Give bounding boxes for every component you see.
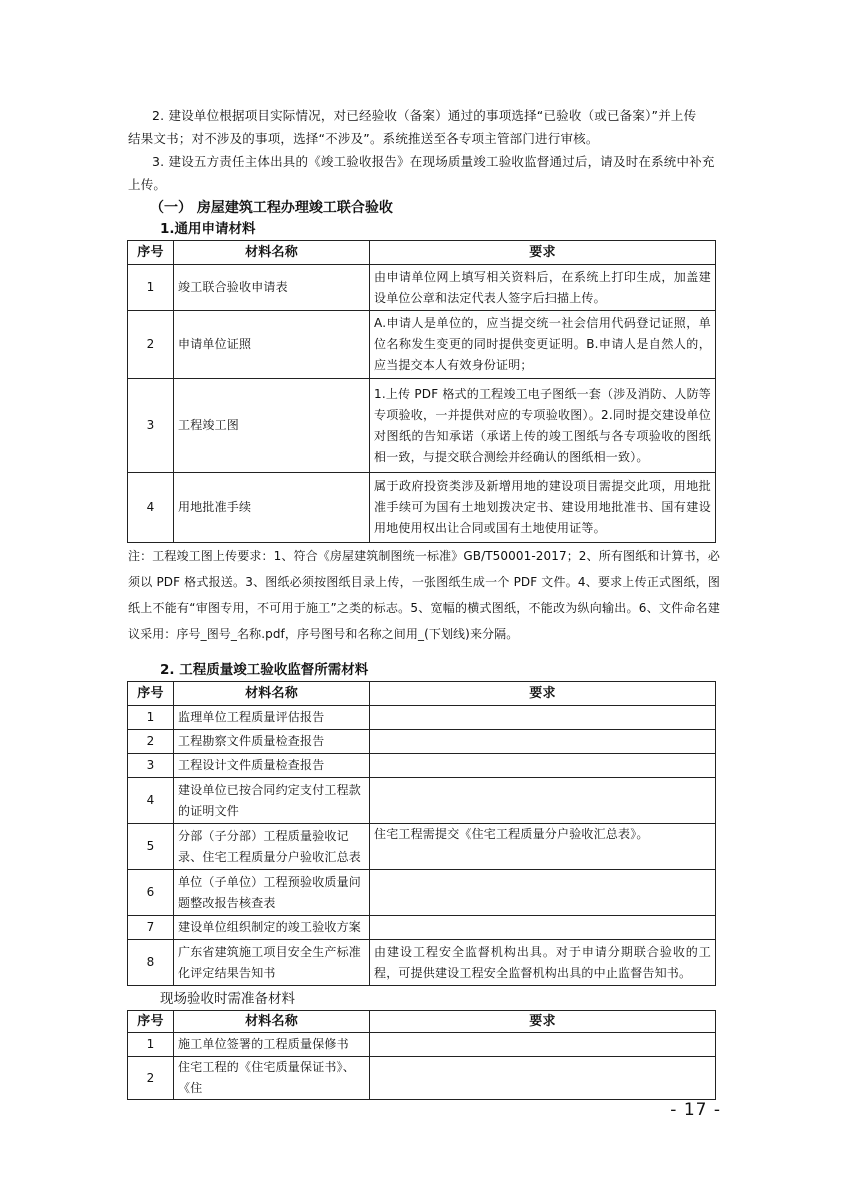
onsite-materials-table bbox=[127, 1010, 716, 1100]
row-name: 工程勘察文件质量检查报告 bbox=[174, 730, 370, 754]
row-no: 3 bbox=[128, 379, 174, 473]
row-name: 单位（子单位）工程预验收质量问题整改报告核查表 bbox=[174, 870, 370, 916]
row-name: 住宅工程的《住宅质量保证书》、《住 bbox=[174, 1057, 370, 1100]
row-req: 由建设工程安全监督机构出具。对于申请分期联合验收的工程，可提供建设工程安全监督机构出具的中止监督告知书。 bbox=[370, 940, 716, 986]
intro-p2-line2: 结果文书；对不涉及的事项，选择“不涉及”。系统推送至各专项主管部门进行审核。 bbox=[128, 131, 599, 146]
row-req bbox=[370, 916, 716, 940]
row-no: 2 bbox=[128, 730, 174, 754]
header-no: 序号 bbox=[128, 241, 174, 265]
row-req: 1.上传 PDF 格式的工程竣工电子图纸一套（涉及消防、人防等专项验收，一并提供对应的专项验收图）。2.同时提交建设单位对图纸的告知承诺（承诺上传的竣工图纸与各专项验收的图纸相一致，与提交联合测绘并经确认的图纸相一致）。 bbox=[370, 379, 716, 473]
table-header-row bbox=[128, 1011, 716, 1033]
row-no: 4 bbox=[128, 473, 174, 543]
table-row bbox=[128, 754, 716, 778]
header-name: 材料名称 bbox=[174, 241, 370, 265]
row-name: 工程设计文件质量检查报告 bbox=[174, 754, 370, 778]
row-req bbox=[370, 730, 716, 754]
general-materials-table bbox=[127, 240, 716, 543]
row-name: 建设单位已按合同约定支付工程款的证明文件 bbox=[174, 778, 370, 824]
section-heading: （一） 房屋建筑工程办理竣工联合验收 bbox=[150, 200, 393, 216]
row-req bbox=[370, 778, 716, 824]
intro-p2-line1: 2. 建设单位根据项目实际情况，对已经验收（备案）通过的事项选择“已验收（或已备案）”并上传 bbox=[152, 108, 697, 123]
table-row bbox=[128, 473, 716, 543]
header-req: 要求 bbox=[370, 241, 716, 265]
quality-supervision-table bbox=[127, 681, 716, 986]
intro-paragraph-2 bbox=[128, 104, 718, 150]
header-name: 材料名称 bbox=[174, 682, 370, 706]
table-row bbox=[128, 940, 716, 986]
row-no: 3 bbox=[128, 754, 174, 778]
table-row bbox=[128, 1057, 716, 1100]
table2-title: 2. 工程质量竣工验收监督所需材料 bbox=[160, 662, 369, 678]
row-req: 由申请单位网上填写相关资料后，在系统上打印生成，加盖建设单位公章和法定代表人签字后扫描上传。 bbox=[370, 265, 716, 311]
table-row bbox=[128, 730, 716, 754]
row-no: 1 bbox=[128, 1033, 174, 1057]
row-name: 施工单位签署的工程质量保修书 bbox=[174, 1033, 370, 1057]
table-row bbox=[128, 379, 716, 473]
row-no: 5 bbox=[128, 824, 174, 870]
intro-paragraph-3 bbox=[128, 150, 718, 196]
table-row bbox=[128, 311, 716, 379]
intro-p3-line1: 3. 建设五方责任主体出具的《竣工验收报告》在现场质量竣工验收监督通过后，请及时在系统中补充 bbox=[152, 154, 715, 169]
row-name: 竣工联合验收申请表 bbox=[174, 265, 370, 311]
table-row bbox=[128, 916, 716, 940]
table-row bbox=[128, 706, 716, 730]
table-row bbox=[128, 870, 716, 916]
header-no: 序号 bbox=[128, 1011, 174, 1033]
row-req bbox=[370, 1057, 716, 1100]
row-name: 建设单位组织制定的竣工验收方案 bbox=[174, 916, 370, 940]
row-no: 2 bbox=[128, 1057, 174, 1100]
row-req bbox=[370, 706, 716, 730]
table-row bbox=[128, 1033, 716, 1057]
table-row bbox=[128, 824, 716, 870]
row-no: 6 bbox=[128, 870, 174, 916]
table-row bbox=[128, 778, 716, 824]
row-no: 8 bbox=[128, 940, 174, 986]
row-no: 1 bbox=[128, 706, 174, 730]
row-req: 属于政府投资类涉及新增用地的建设项目需提交此项，用地批准手续可为国有土地划拨决定书、建设用地批准书、国有建设用地使用权出让合同或国有土地使用证等。 bbox=[370, 473, 716, 543]
row-name: 广东省建筑施工项目安全生产标准化评定结果告知书 bbox=[174, 940, 370, 986]
row-no: 1 bbox=[128, 265, 174, 311]
row-req: 住宅工程需提交《住宅工程质量分户验收汇总表》。 bbox=[370, 824, 716, 870]
table-header-row bbox=[128, 241, 716, 265]
row-name: 监理单位工程质量评估报告 bbox=[174, 706, 370, 730]
header-name: 材料名称 bbox=[174, 1011, 370, 1033]
row-name: 分部（子分部）工程质量验收记录、住宅工程质量分户验收汇总表 bbox=[174, 824, 370, 870]
row-no: 7 bbox=[128, 916, 174, 940]
drawing-upload-note: 注：工程竣工图上传要求：1、符合《房屋建筑制图统一标准》GB/T50001-2017；2、所有图纸和计算书，必须以 PDF 格式报送。3、图纸必须按图纸目录上传，一张图纸生成一个 PDF 文件。4、要求上传正式图纸，图纸上不能有“审图专用，不可用于施工”之类的标志。5、宽幅的横式图纸，不能改为纵向输出。6、文件命名建议采用：序号_图号_名称.pdf，序号图号和名称之间用_(下划线)来分隔。 bbox=[128, 549, 720, 641]
row-req bbox=[370, 754, 716, 778]
row-name: 用地批准手续 bbox=[174, 473, 370, 543]
header-req: 要求 bbox=[370, 1011, 716, 1033]
page-number: - 17 - bbox=[670, 1100, 721, 1120]
table-row bbox=[128, 265, 716, 311]
row-name: 工程竣工图 bbox=[174, 379, 370, 473]
header-no: 序号 bbox=[128, 682, 174, 706]
row-name: 申请单位证照 bbox=[174, 311, 370, 379]
table-header-row bbox=[128, 682, 716, 706]
row-req bbox=[370, 870, 716, 916]
row-no: 2 bbox=[128, 311, 174, 379]
row-no: 4 bbox=[128, 778, 174, 824]
row-req: A.申请人是单位的，应当提交统一社会信用代码登记证照，单位名称发生变更的同时提供变更证明。B.申请人是自然人的，应当提交本人有效身份证明； bbox=[370, 311, 716, 379]
table1-title: 1.通用申请材料 bbox=[160, 221, 256, 237]
intro-p3-line2: 上传。 bbox=[128, 177, 167, 192]
header-req: 要求 bbox=[370, 682, 716, 706]
table3-title: 现场验收时需准备材料 bbox=[160, 991, 295, 1007]
row-req bbox=[370, 1033, 716, 1057]
